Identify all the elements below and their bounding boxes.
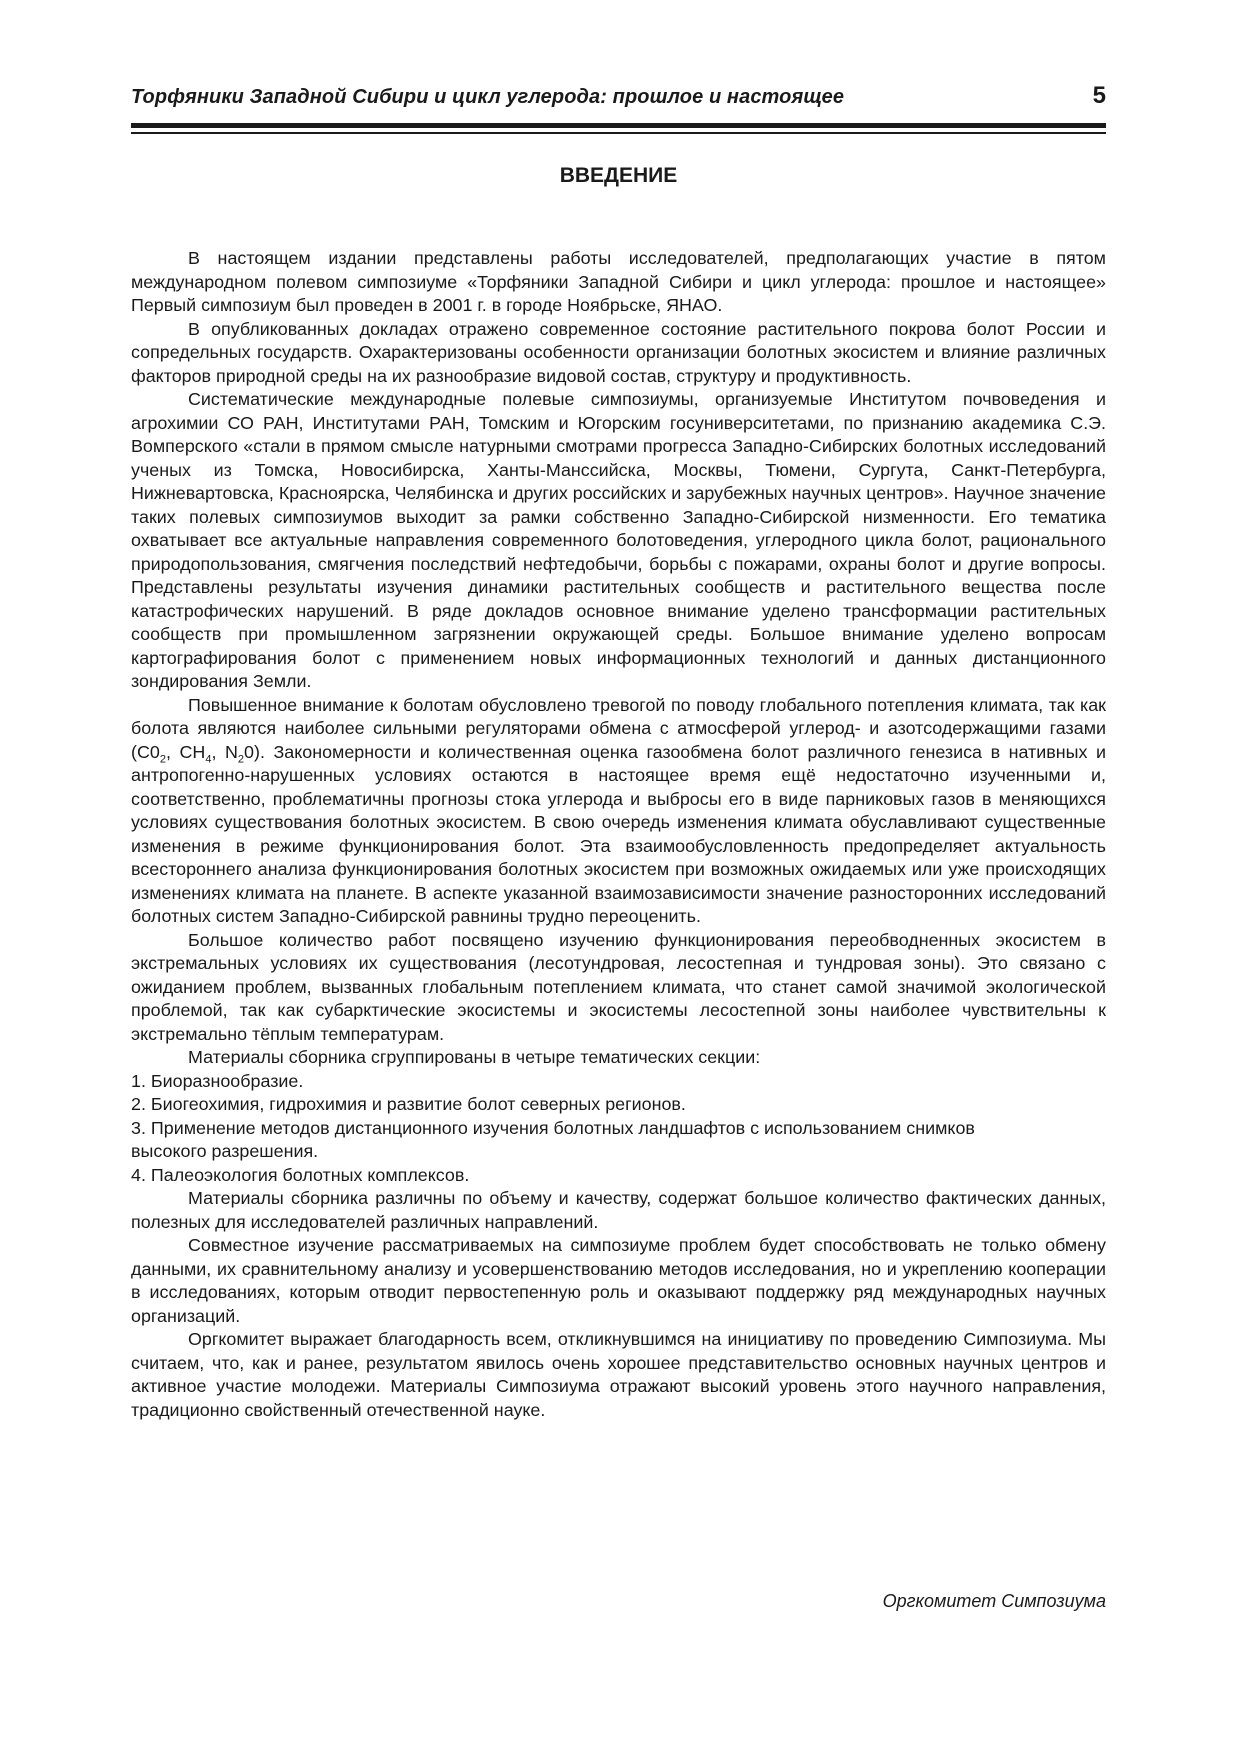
paragraph-text: 0). Закономерности и количественная оценка газообмена болот различного генезиса в нативных и антропогенно-нарушенных условиях остаются в настоящее время ещё недостаточно изученными и, соответственно, проблематичны прогнозы стока углерода и выбросы его в виде парниковых газов в меняющихся условиях существования болотных экосистем. В свою очередь изменения климата обуславливают существенные изменения в режиме функционирования болот. Эта взаимообусловленность предопределяет актуальность всестороннего анализа функционирования болотных экосистем при возможных ожидаемых или уже происходящих изменениях климата на планете. В аспекте указанной взаимозависимости значение разносторонних исследований болотных систем Западно-Сибирской равнины трудно переоценить.: [131, 741, 1106, 926]
subscript: 2: [159, 753, 166, 766]
header-rule-thin: [131, 132, 1106, 134]
list-item: 3. Применение методов дистанционного изучения болотных ландшафтов с использованием снимков высокого разрешения.: [131, 1117, 975, 1161]
paragraph-gases: [131, 694, 1106, 929]
subscript: 4: [205, 753, 212, 766]
subscript: 2: [237, 753, 245, 766]
paragraph-text: Повышенное внимание к болотам обусловлено тревогой по поводу глобального потепления климата, так как болота являются наиболее сильными регуляторами обмена с атмосферой углерод- и азотсодержащими газами (С0: [131, 694, 1106, 762]
paragraph: Большое количество работ посвящено изучению функционирования переобводненных экосистем в экстремальных условиях их существования (лесотундровая, лесостепная и тундровая зоны). Это связано с ожиданием проблем, вызванных глобальным потеплением климата, что станет самой значимой экологической проблемой, так как субарктические экосистемы и экосистемы лесостепной зоны наиболее чувствительны к экстремально тёплым температурам.: [131, 929, 1106, 1044]
header-rule-thick: [131, 123, 1106, 128]
running-header-title: Торфяники Западной Сибири и цикл углерода: прошлое и настоящее: [131, 86, 845, 108]
signature: Оргкомитет Симпозиума: [882, 1591, 1106, 1611]
paragraph-text: , N: [211, 741, 238, 762]
paragraph: Материалы сборника сгруппированы в четыре тематических секции:: [188, 1047, 761, 1067]
list-item: 2. Биогеохимия, гидрохимия и развитие болот северных регионов.: [131, 1094, 686, 1114]
list-item: 4. Палеоэкология болотных комплексов.: [131, 1164, 470, 1185]
paragraph: Оргкомитет выражает благодарность всем, откликнувшимся на инициативу по проведению Симпозиума. Мы считаем, что, как и ранее, результатом явилось очень хорошее представительство основных научных центров и активное участие молодежи. Материалы Симпозиума отражают высокий уровень этого научного направления, традиционно свойственный отечественной науке.: [131, 1329, 1106, 1420]
paragraph: В опубликованных докладах отражено современное состояние растительного покрова болот России и сопредельных государств. Охарактеризованы особенности организации болотных экосистем и влияние различных факторов природной среды на их разнообразие видовой состав, структуру и продуктивность.: [131, 318, 1106, 386]
paragraph: Материалы сборника различны по объему и качеству, содержат большое количество фактических данных, полезных для исследователей различных направлений.: [131, 1188, 1106, 1232]
running-header: [131, 82, 1106, 114]
page-number: 5: [1092, 82, 1106, 109]
body-text: [131, 247, 1106, 1422]
list-item: 1. Биоразнообразие.: [131, 1070, 304, 1091]
paragraph: Совместное изучение рассматриваемых на симпозиуме проблем будет способствовать не только обмену данными, их сравнительному анализу и усовершенствованию методов исследования, но и укреплению кооперации в исследованиях, которым отводит первостепенную роль и оказывают поддержку ряд международных научных организаций.: [131, 1235, 1106, 1326]
paragraph-text: , СН: [165, 741, 206, 762]
paragraph: Систематические международные полевые симпозиумы, организуемые Институтом почвоведения и агрохимии СО РАН, Институтами РАН, Томским и Югорским госуниверситетами, по признанию академика С.Э. Вомперского «стали в прямом смысле натурными смотрами прогресса Западно-Сибирских болотных исследований ученых из Томска, Новосибирска, Ханты-Манссийска, Москвы, Тюмени, Сургута, Санкт-Петербурга, Нижневартовска, Красноярска, Челябинска и других российских и зарубежных научных центров». Научное значение таких полевых симпозиумов выходит за рамки собственно Западно-Сибирской низменности. Его тематика охватывает все актуальные направления современного болотоведения, углеродного цикла болот, рационального природопользования, смягчения последствий нефтедобычи, борьбы с пожарами, охраны болот и другие вопросы. Представлены результаты изучения динамики растительных сообществ и растительного вещества после катастрофических нарушений. В ряде докладов основное внимание уделено трансформации растительных сообществ при промышленном загрязнении окружающей среды. Большое внимание уделено вопросам картографирования болот с применением новых информационных технологий и данных дистанционного зондирования Земли.: [131, 389, 1106, 691]
paragraph: В настоящем издании представлены работы исследователей, предполагающих участие в пятом международном полевом симпозиуме «Торфяники Западной Сибири и цикл углерода: прошлое и настоящее» Первый симпозиум был проведен в 2001 г. в городе Ноябрьске, ЯНАО.: [131, 248, 1106, 315]
section-title: ВВЕДЕНИЕ: [559, 164, 678, 187]
